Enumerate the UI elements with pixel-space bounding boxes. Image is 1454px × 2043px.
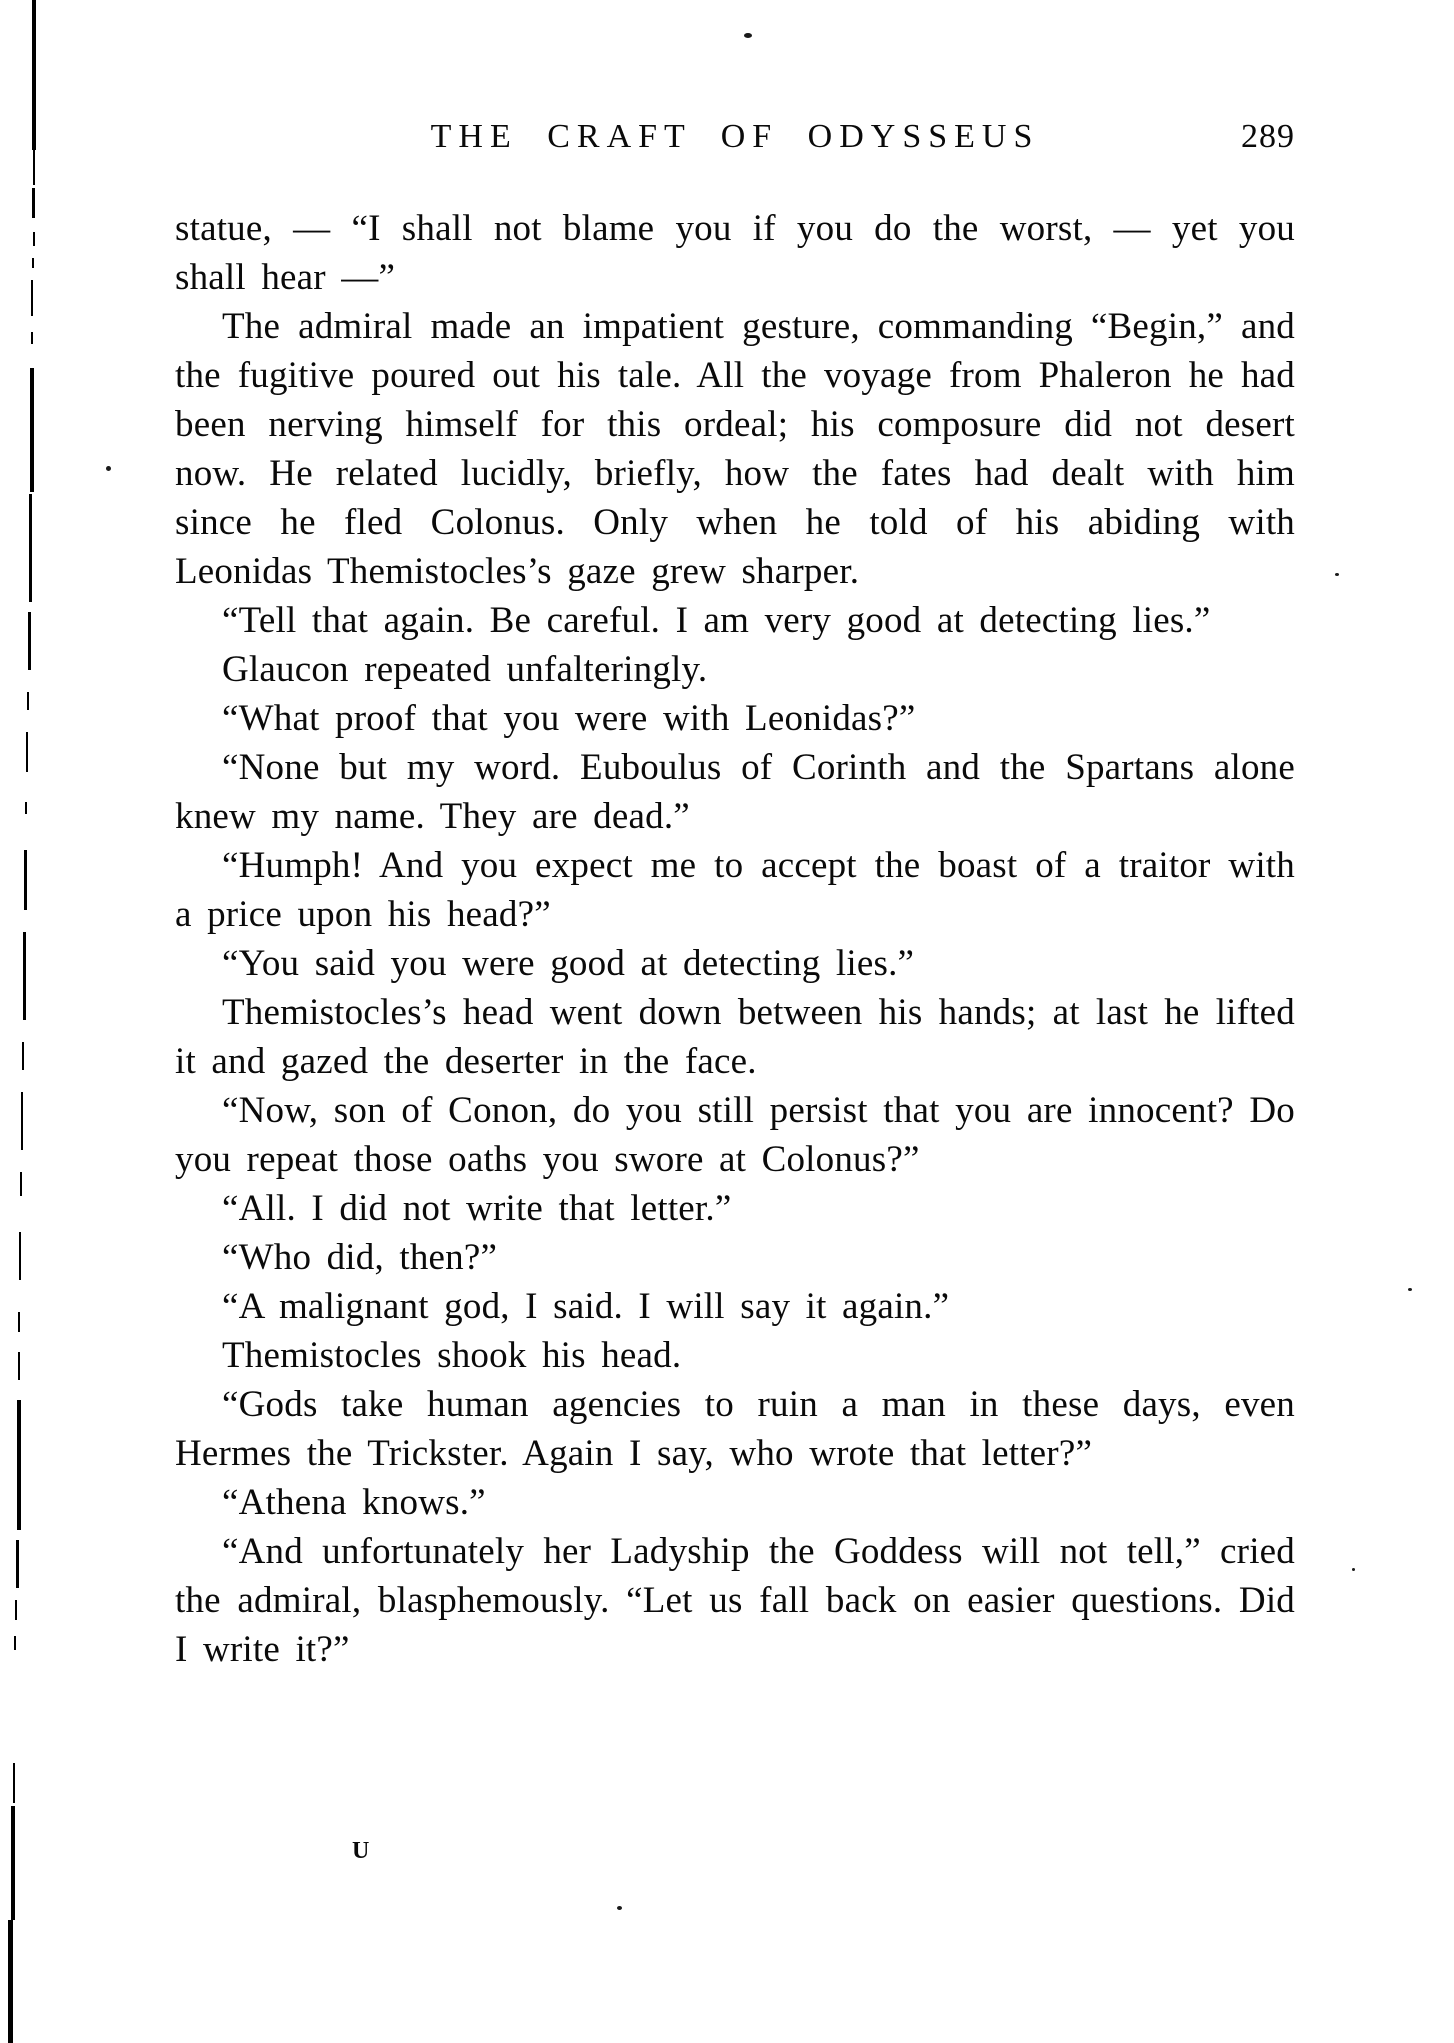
paragraph: “A malignant god, I said. I will say it again.” <box>222 1286 950 1327</box>
paragraph: “Athena knows.” <box>222 1482 486 1523</box>
paragraph: “Humph! And you expect me to accept the boast of a traitor with a price upon his head?” <box>175 845 1295 935</box>
signature-mark: U <box>352 1838 370 1864</box>
page-number: 289 <box>1241 118 1295 155</box>
paragraph: “Who did, then?” <box>222 1237 498 1278</box>
paragraph: “None but my word. Euboulus of Corinth and the Spartans alone knew my name. They are dead.” <box>175 747 1295 837</box>
page-title: THE CRAFT OF ODYSSEUS <box>430 118 1040 155</box>
paragraph: “Now, son of Conon, do you still persist that you are innocent? Do you repeat those oaths you swore at Colonus?” <box>175 1090 1295 1180</box>
paragraph: “And unfortunately her Ladyship the Goddess will not tell,” cried the admiral, blasphemously. “Let us fall back on easier questions. Did I write it?” <box>175 1531 1295 1670</box>
paragraph: Themistocles’s head went down between his hands; at last he lifted it and gazed the deserter in the face. <box>175 992 1295 1082</box>
running-head <box>175 118 1295 162</box>
page-text <box>175 204 1295 1674</box>
paragraph: Glaucon repeated unfalteringly. <box>222 649 708 690</box>
paragraph: “Tell that again. Be careful. I am very good at detecting lies.” <box>222 600 1211 641</box>
paragraph: The admiral made an impatient gesture, commanding “Begin,” and the fugitive poured out his tale. All the voyage from Phaleron he had been nerving himself for this ordeal; his composure did not desert now. He related lucidly, briefly, how the fates had dealt with him since he fled Colonus. Only when he told of his abiding with Leonidas Themistocles’s gaze grew sharper. <box>175 306 1295 592</box>
paragraph: Themistocles shook his head. <box>222 1335 682 1376</box>
paragraph: statue, — “I shall not blame you if you do the worst, — yet you shall hear —” <box>175 208 1295 298</box>
paragraph: “What proof that you were with Leonidas?” <box>222 698 916 739</box>
paragraph: “All. I did not write that letter.” <box>222 1188 732 1229</box>
paragraph: “You said you were good at detecting lies.” <box>222 943 915 984</box>
paragraph: “Gods take human agencies to ruin a man in these days, even Hermes the Trickster. Again I say, who wrote that letter?” <box>175 1384 1295 1474</box>
